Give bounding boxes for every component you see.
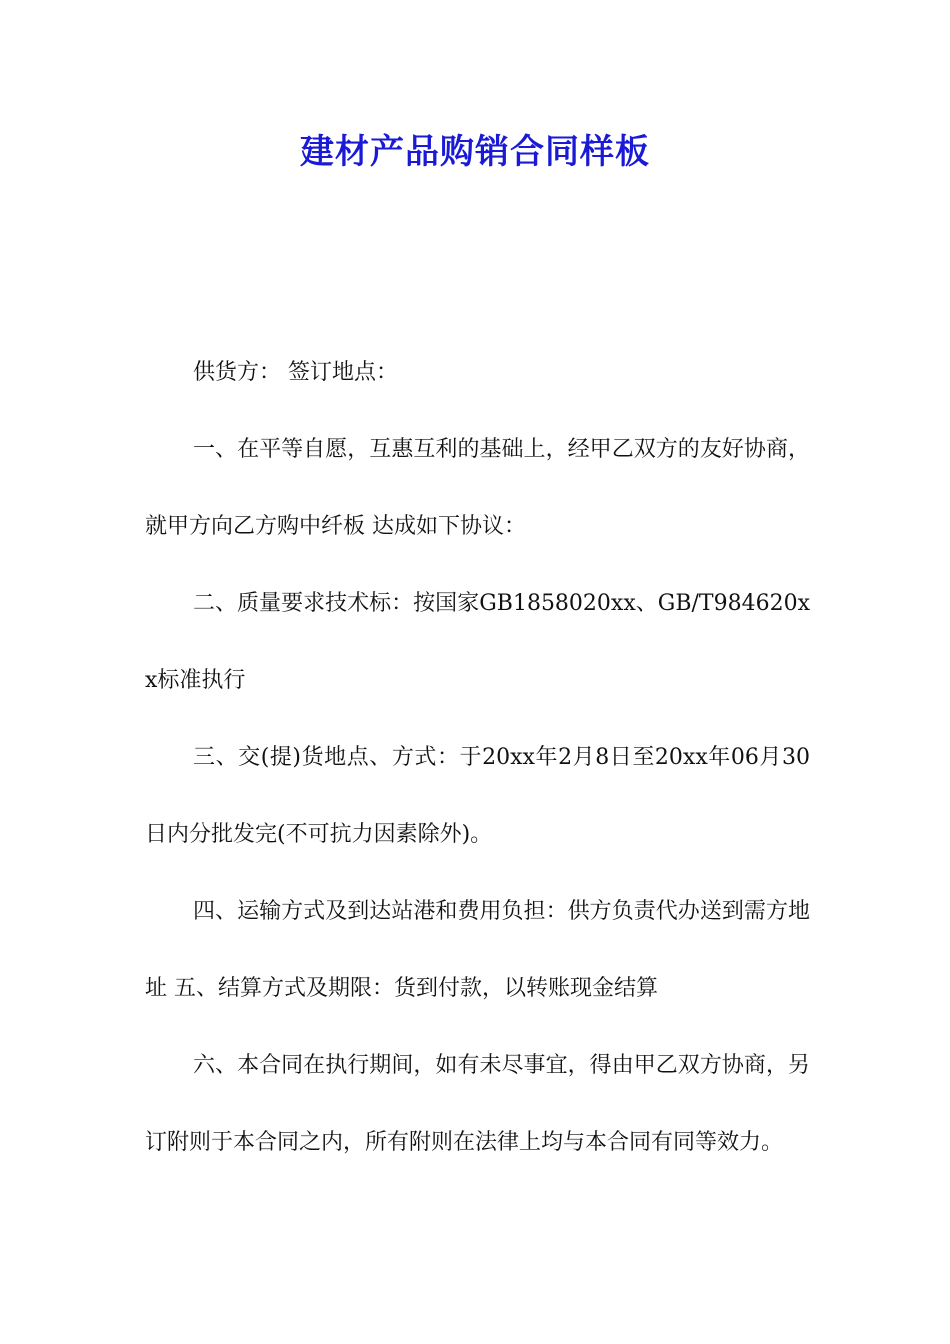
document-title: 建材产品购销合同样板 [300, 132, 650, 172]
paragraph-parties: 供货方： 签订地点： [193, 360, 398, 385]
paragraph-clause-1: 一、在平等自愿，互惠互利的基础上，经甲乙双方的友好协商，就甲方向乙方购中纤板 达成如下协议： [145, 437, 810, 539]
paragraph-clause-4-5: 四、运输方式及到达站港和费用负担：供方负责代办送到需方地址 五、结算方式及期限：货到付款，以转账现金结算 [145, 899, 810, 1001]
document-body [145, 334, 810, 1181]
paragraph-clause-2: 二、质量要求技术标：按国家GB1858020xx、GB/T984620xx标准执行 [145, 591, 810, 693]
paragraph-clause-3: 三、交(提)货地点、方式：于20xx年2月8日至20xx年06月30日内分批发完(不可抗力因素除外)。 [145, 745, 810, 847]
paragraph-clause-6: 六、本合同在执行期间，如有未尽事宜，得由甲乙双方协商，另订附则于本合同之内，所有附则在法律上均与本合同有同等效力。 [145, 1053, 810, 1155]
